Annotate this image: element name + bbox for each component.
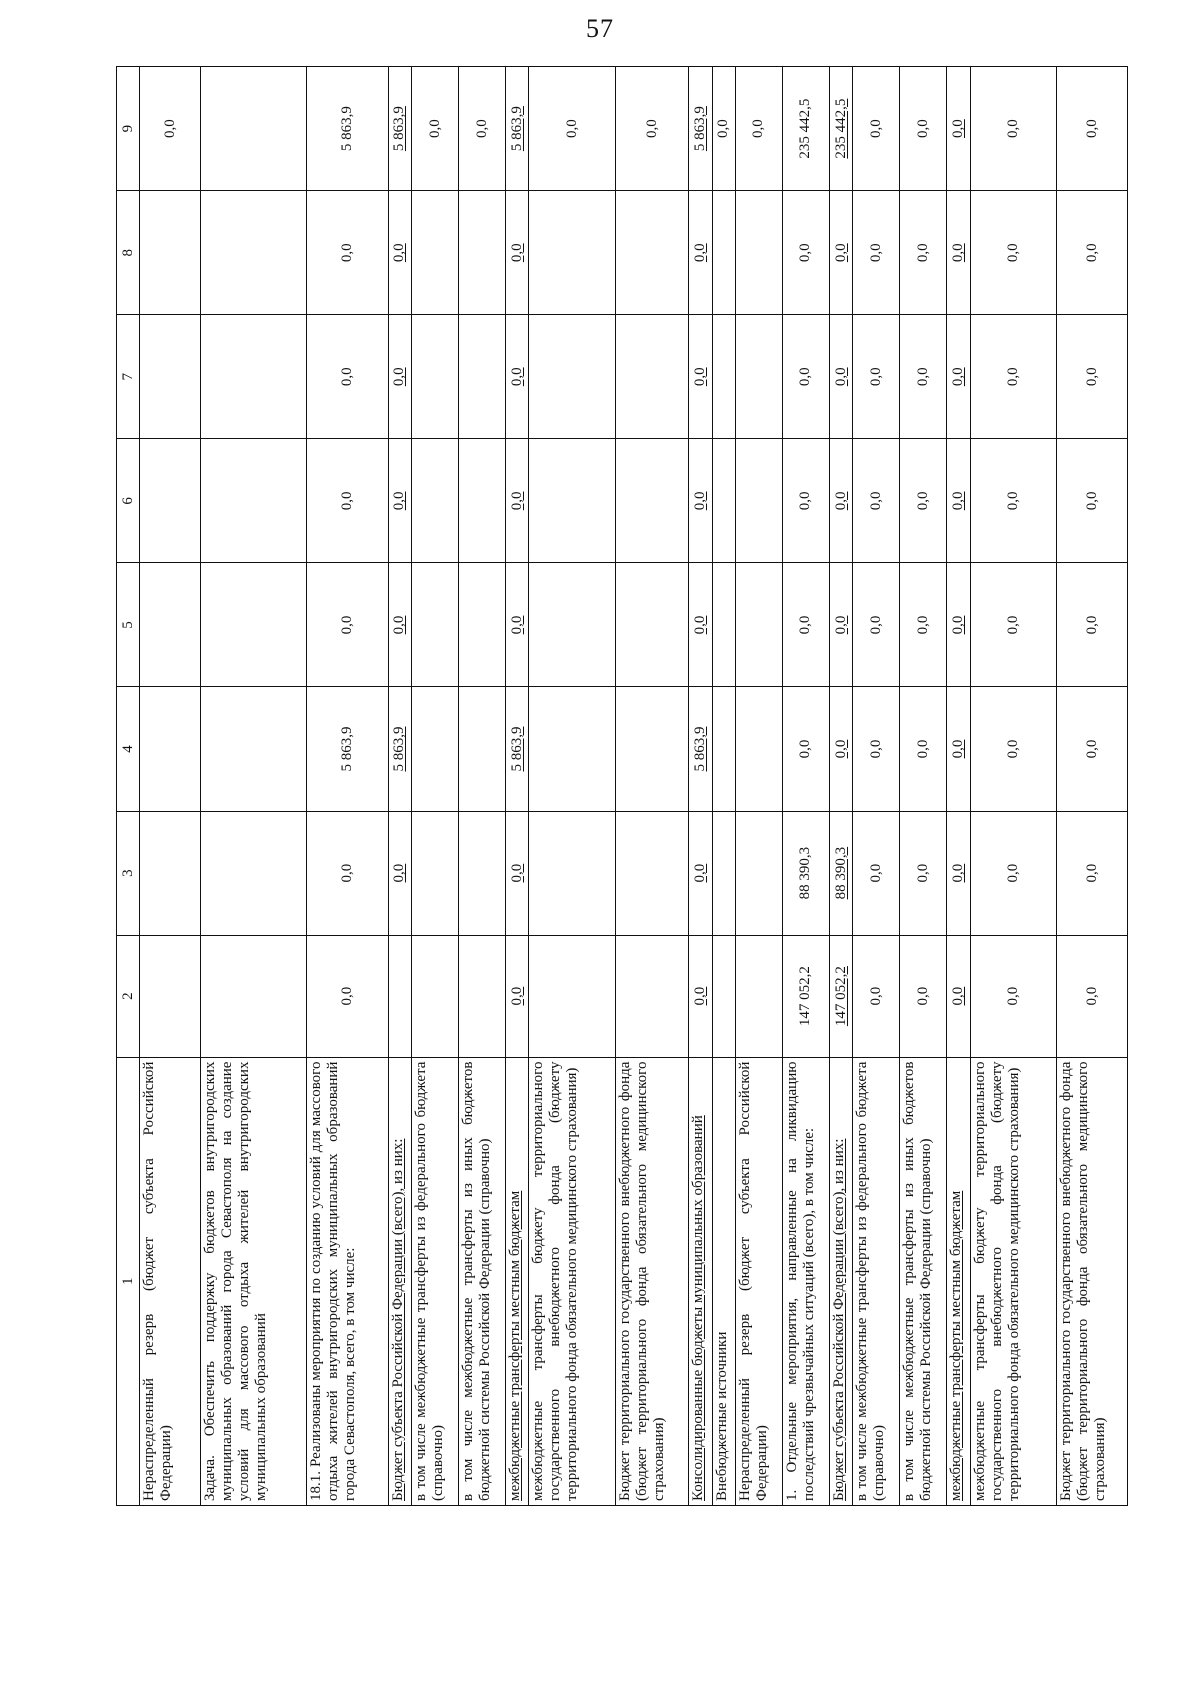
cell-value-text: 0,0: [1004, 615, 1021, 635]
cell-value-text: 0,0: [914, 243, 931, 263]
table-row: [616, 67, 689, 1506]
cell-value: [412, 67, 459, 191]
cell-value-text: 0,0: [867, 119, 884, 138]
cell-value: [388, 811, 411, 935]
cell-value: [616, 191, 689, 315]
cell-value-text: 0,0: [691, 863, 708, 883]
cell-value-text: 0,0: [1083, 863, 1100, 883]
budget-table: [116, 66, 1128, 1506]
cell-value-text: 0,0: [750, 119, 767, 138]
cell-value: [529, 315, 616, 439]
cell-value: [616, 563, 689, 687]
cell-value: [853, 315, 900, 439]
cell-value: [735, 935, 782, 1057]
cell-value: [306, 811, 388, 935]
cell-value: [616, 67, 689, 191]
row-label: в том числе межбюджетные трансферты из иных бюджетов бюджетной системы Российской Федерации (справочно): [459, 1057, 506, 1505]
cell-value-text: 0,0: [867, 863, 884, 883]
table-row: [712, 67, 735, 1506]
cell-value: [1057, 563, 1128, 687]
cell-value: [970, 315, 1057, 439]
table-row: [900, 67, 947, 1506]
cell-value: [529, 67, 616, 191]
table-row: [853, 67, 900, 1506]
cell-value: [947, 563, 970, 687]
cell-value: [900, 67, 947, 191]
cell-value: [140, 687, 201, 811]
cell-value: [689, 687, 712, 811]
cell-value: [1057, 687, 1128, 811]
cell-value-text: 0,0: [508, 243, 525, 263]
cell-value-text: 0,0: [1083, 739, 1100, 759]
cell-value-text: 0,0: [914, 119, 931, 138]
cell-value: [689, 67, 712, 191]
cell-value: [412, 439, 459, 563]
cell-value-text: 0,0: [832, 243, 849, 263]
cell-value: [1057, 811, 1128, 935]
table-row: [306, 67, 388, 1506]
cell-value: [306, 439, 388, 563]
cell-value-text: 0,0: [338, 863, 355, 883]
row-label: межбюджетные трансферты местным бюджетам: [506, 1057, 529, 1505]
cell-value: [201, 687, 307, 811]
cell-value: [140, 67, 201, 191]
page-number: 57: [586, 14, 614, 43]
table-row: [140, 67, 201, 1506]
cell-value-text: 0,0: [949, 739, 966, 759]
cell-value: [412, 687, 459, 811]
cell-value-text: 0,0: [797, 615, 814, 635]
cell-value-text: 0,0: [691, 243, 708, 263]
cell-value-text: 0,0: [1004, 243, 1021, 263]
row-label: в том числе межбюджетные трансферты из иных бюджетов бюджетной системы Российской Федерации (справочно): [900, 1057, 947, 1505]
cell-value-text: 0,0: [391, 863, 408, 883]
cell-value: [529, 439, 616, 563]
cell-value-text: 0,0: [867, 491, 884, 511]
cell-value: [947, 315, 970, 439]
row-label: в том числе межбюджетные трансферты из федерального бюджета (справочно): [853, 1057, 900, 1505]
cell-value: [712, 67, 735, 191]
cell-value: [900, 315, 947, 439]
cell-value-text: 0,0: [508, 491, 525, 511]
cell-value: [1057, 439, 1128, 563]
cell-value: [459, 315, 506, 439]
cell-value-text: 5 863,9: [338, 106, 355, 152]
cell-value: [459, 935, 506, 1057]
cell-value: [388, 935, 411, 1057]
cell-value: [853, 935, 900, 1057]
cell-value-text: 0,0: [914, 863, 931, 883]
cell-value: [529, 563, 616, 687]
cell-value-text: 5 863,9: [691, 106, 708, 152]
cell-value: [506, 935, 529, 1057]
cell-value-text: 0,0: [949, 119, 966, 138]
cell-value: [140, 563, 201, 687]
cell-value: [900, 687, 947, 811]
table-row: [689, 67, 712, 1506]
cell-value-text: 0,0: [914, 986, 931, 1006]
cell-value-text: 5 863,9: [391, 106, 408, 152]
cell-value: [506, 811, 529, 935]
row-label: 1. Отдельные мероприятия, направленные на ликвидацию последствий чрезвычайных ситуаций (всего), в том числе:: [782, 1057, 829, 1505]
table-row: [459, 67, 506, 1506]
table-row: [735, 67, 782, 1506]
cell-value: [782, 191, 829, 315]
cell-value: [529, 811, 616, 935]
cell-value: [853, 811, 900, 935]
cell-value: [782, 935, 829, 1057]
cell-value-text: 0,0: [797, 739, 814, 759]
cell-value-text: 0,0: [691, 367, 708, 387]
cell-value: [900, 935, 947, 1057]
cell-value-text: 5 863,9: [691, 726, 708, 772]
column-header: 2: [117, 935, 140, 1057]
table-row: [829, 67, 852, 1506]
cell-value-text: 0,0: [867, 367, 884, 387]
table-row: [506, 67, 529, 1506]
cell-value: [689, 315, 712, 439]
cell-value-text: 5 863,9: [508, 106, 525, 152]
cell-value: [201, 811, 307, 935]
cell-value-text: 0,0: [949, 863, 966, 883]
cell-value: [829, 191, 852, 315]
cell-value-text: 235 442,5: [832, 98, 849, 159]
table-row: [412, 67, 459, 1506]
cell-value-text: 0,0: [832, 367, 849, 387]
cell-value-text: 0,0: [867, 739, 884, 759]
cell-value-text: 0,0: [949, 986, 966, 1006]
cell-value: [201, 67, 307, 191]
cell-value-text: 5 863,9: [338, 726, 355, 772]
cell-value-text: 0,0: [1083, 367, 1100, 387]
column-header: 5: [117, 563, 140, 687]
cell-value: [900, 563, 947, 687]
cell-value: [459, 811, 506, 935]
column-header: 3: [117, 811, 140, 935]
cell-value: [829, 67, 852, 191]
cell-value: [459, 563, 506, 687]
cell-value-text: 5 863,9: [391, 726, 408, 772]
cell-value-text: 0,0: [691, 986, 708, 1006]
cell-value: [853, 439, 900, 563]
cell-value: [459, 687, 506, 811]
cell-value-text: 0,0: [1004, 863, 1021, 883]
cell-value: [412, 563, 459, 687]
cell-value: [970, 563, 1057, 687]
cell-value: [616, 687, 689, 811]
table-row: [782, 67, 829, 1506]
cell-value: [970, 687, 1057, 811]
cell-value: [735, 439, 782, 563]
cell-value-text: 0,0: [797, 367, 814, 387]
cell-value: [689, 811, 712, 935]
cell-value: [970, 67, 1057, 191]
cell-value: [829, 315, 852, 439]
cell-value-text: 0,0: [1004, 367, 1021, 387]
cell-value-text: 147 052,2: [832, 966, 849, 1027]
cell-value-text: 0,0: [1004, 986, 1021, 1006]
cell-value: [459, 439, 506, 563]
cell-value: [459, 191, 506, 315]
row-label: Консолидированные бюджеты муниципальных образований: [689, 1057, 712, 1505]
column-header: 6: [117, 439, 140, 563]
cell-value: [459, 67, 506, 191]
cell-value-text: 0,0: [832, 491, 849, 511]
cell-value: [306, 315, 388, 439]
table-row: [388, 67, 411, 1506]
column-header: 4: [117, 687, 140, 811]
cell-value: [947, 191, 970, 315]
row-label: межбюджетные трансферты бюджету территориального государственного внебюджетного фонда (бюджету территориального фонда обязательного медицинского страхования): [529, 1057, 616, 1505]
table-row: [201, 67, 307, 1506]
cell-value-text: 0,0: [391, 491, 408, 511]
cell-value: [900, 191, 947, 315]
column-header: 7: [117, 315, 140, 439]
cell-value: [853, 191, 900, 315]
cell-value-text: 0,0: [832, 615, 849, 635]
cell-value: [712, 439, 735, 563]
cell-value: [616, 935, 689, 1057]
cell-value: [712, 315, 735, 439]
row-label: Бюджет субъекта Российской Федерации (всего), из них:: [388, 1057, 411, 1505]
column-header: 9: [117, 67, 140, 191]
cell-value: [140, 191, 201, 315]
cell-value-text: 0,0: [426, 119, 443, 138]
cell-value: [782, 687, 829, 811]
cell-value-text: 0,0: [1083, 491, 1100, 511]
cell-value: [689, 563, 712, 687]
cell-value-text: 0,0: [473, 119, 490, 138]
row-label: Бюджет территориального государственного внебюджетного фонда (бюджет территориального фонда обязательного медицинского страхования): [1057, 1057, 1128, 1505]
row-label: Задача. Обеспечить поддержку бюджетов внутригородских муниципальных образований города Севастополя на создание условий для массового отдыха жителей внутригородских муниципальных образований: [201, 1057, 307, 1505]
row-label: Бюджет территориального государственного внебюджетного фонда (бюджет территориального фонда обязательного медицинского страхования): [616, 1057, 689, 1505]
cell-value: [388, 563, 411, 687]
cell-value: [388, 67, 411, 191]
cell-value: [829, 811, 852, 935]
row-label: Внебюджетные источники: [712, 1057, 735, 1505]
cell-value-text: 0,0: [914, 491, 931, 511]
cell-value-text: 0,0: [914, 367, 931, 387]
cell-value: [412, 315, 459, 439]
cell-value-text: 0,0: [949, 367, 966, 387]
cell-value-text: 0,0: [338, 243, 355, 263]
cell-value: [735, 315, 782, 439]
row-label: Бюджет субъекта Российской Федерации (всего), из них:: [829, 1057, 852, 1505]
cell-value: [712, 687, 735, 811]
cell-value: [529, 935, 616, 1057]
cell-value: [306, 935, 388, 1057]
cell-value: [689, 439, 712, 563]
cell-value: [782, 315, 829, 439]
cell-value: [947, 67, 970, 191]
cell-value: [201, 315, 307, 439]
cell-value-text: 88 390,3: [797, 846, 814, 900]
cell-value-text: 0,0: [508, 615, 525, 635]
cell-value-text: 0,0: [914, 739, 931, 759]
cell-value-text: 0,0: [391, 243, 408, 263]
cell-value-text: 0,0: [1004, 491, 1021, 511]
cell-value-text: 235 442,5: [797, 98, 814, 159]
row-label: Нераспределенный резерв (бюджет субъекта Российской Федерации): [140, 1057, 201, 1505]
row-label: Нераспределенный резерв (бюджет субъекта Российской Федерации): [735, 1057, 782, 1505]
cell-value: [970, 191, 1057, 315]
cell-value: [506, 315, 529, 439]
cell-value: [140, 439, 201, 563]
cell-value: [1057, 315, 1128, 439]
cell-value: [947, 935, 970, 1057]
row-label: межбюджетные трансферты бюджету территориального государственного внебюджетного фонда (бюджету территориального фонда обязательного медицинского страхования): [970, 1057, 1057, 1505]
cell-value-text: 0,0: [508, 986, 525, 1006]
cell-value-text: 0,0: [338, 615, 355, 635]
table-body: [140, 67, 1128, 1506]
cell-value: [506, 439, 529, 563]
cell-value: [529, 687, 616, 811]
cell-value: [829, 935, 852, 1057]
cell-value: [782, 439, 829, 563]
cell-value: [616, 315, 689, 439]
cell-value-text: 0,0: [391, 367, 408, 387]
cell-value-text: 0,0: [949, 491, 966, 511]
cell-value: [412, 811, 459, 935]
column-number-row: [117, 67, 140, 1506]
table-row: [1057, 67, 1128, 1506]
cell-value-text: 0,0: [949, 243, 966, 263]
cell-value: [712, 811, 735, 935]
cell-value: [506, 687, 529, 811]
cell-value: [782, 811, 829, 935]
cell-value-text: 5 863,9: [508, 726, 525, 772]
cell-value-text: 0,0: [949, 615, 966, 635]
cell-value-text: 88 390,3: [832, 846, 849, 900]
cell-value: [201, 935, 307, 1057]
cell-value-text: 0,0: [691, 491, 708, 511]
table-row: [947, 67, 970, 1506]
cell-value: [388, 687, 411, 811]
cell-value: [712, 935, 735, 1057]
cell-value: [506, 563, 529, 687]
cell-value-text: 0,0: [391, 615, 408, 635]
cell-value-text: 0,0: [338, 491, 355, 511]
cell-value-text: 0,0: [643, 119, 660, 138]
cell-value: [412, 935, 459, 1057]
cell-value: [735, 191, 782, 315]
cell-value-text: 0,0: [1083, 243, 1100, 263]
cell-value: [853, 67, 900, 191]
cell-value-text: 0,0: [797, 491, 814, 511]
cell-value-text: 0,0: [867, 615, 884, 635]
cell-value: [735, 563, 782, 687]
cell-value: [306, 67, 388, 191]
cell-value: [782, 67, 829, 191]
cell-value: [529, 191, 616, 315]
cell-value: [616, 811, 689, 935]
cell-value-text: 0,0: [797, 243, 814, 263]
cell-value: [900, 811, 947, 935]
cell-value: [853, 563, 900, 687]
cell-value-text: 0,0: [161, 119, 178, 138]
cell-value-text: 0,0: [563, 119, 580, 138]
cell-value: [735, 67, 782, 191]
row-label: межбюджетные трансферты местным бюджетам: [947, 1057, 970, 1505]
cell-value: [1057, 67, 1128, 191]
cell-value-text: 0,0: [1083, 986, 1100, 1006]
cell-value: [306, 563, 388, 687]
table-row: [529, 67, 616, 1506]
cell-value: [970, 811, 1057, 935]
cell-value-text: 0,0: [832, 739, 849, 759]
cell-value: [201, 191, 307, 315]
cell-value: [306, 687, 388, 811]
cell-value-text: 147 052,2: [797, 966, 814, 1027]
cell-value: [412, 191, 459, 315]
cell-value: [506, 191, 529, 315]
cell-value: [947, 439, 970, 563]
cell-value: [970, 935, 1057, 1057]
cell-value: [853, 687, 900, 811]
cell-value: [829, 439, 852, 563]
cell-value: [947, 811, 970, 935]
cell-value: [829, 563, 852, 687]
column-header: 8: [117, 191, 140, 315]
cell-value: [506, 67, 529, 191]
cell-value-text: 0,0: [715, 119, 732, 138]
row-label: 18.1. Реализованы мероприятия по созданию условий для массового отдыха жителей внутригородских муниципальных образований города Севастополя, всего, в том числе:: [306, 1057, 388, 1505]
rotated-table-wrapper: [116, 66, 1128, 1506]
cell-value-text: 0,0: [1083, 119, 1100, 138]
cell-value: [689, 191, 712, 315]
cell-value: [689, 935, 712, 1057]
cell-value-text: 0,0: [1004, 739, 1021, 759]
cell-value-text: 0,0: [867, 243, 884, 263]
cell-value: [829, 687, 852, 811]
column-header: 1: [117, 1057, 140, 1505]
cell-value-text: 0,0: [338, 367, 355, 387]
cell-value: [947, 687, 970, 811]
cell-value: [735, 687, 782, 811]
cell-value: [140, 935, 201, 1057]
cell-value-text: 0,0: [1083, 615, 1100, 635]
cell-value: [140, 811, 201, 935]
cell-value-text: 0,0: [1004, 119, 1021, 138]
cell-value: [201, 439, 307, 563]
cell-value: [1057, 191, 1128, 315]
cell-value: [1057, 935, 1128, 1057]
cell-value: [970, 439, 1057, 563]
row-label: в том числе межбюджетные трансферты из федерального бюджета (справочно): [412, 1057, 459, 1505]
table-row: [970, 67, 1057, 1506]
cell-value: [900, 439, 947, 563]
cell-value: [201, 563, 307, 687]
cell-value: [712, 563, 735, 687]
cell-value-text: 0,0: [338, 986, 355, 1006]
cell-value: [388, 191, 411, 315]
cell-value: [712, 191, 735, 315]
cell-value: [306, 191, 388, 315]
cell-value: [782, 563, 829, 687]
cell-value-text: 0,0: [691, 615, 708, 635]
cell-value: [140, 315, 201, 439]
cell-value: [388, 439, 411, 563]
cell-value: [388, 315, 411, 439]
cell-value-text: 0,0: [914, 615, 931, 635]
cell-value-text: 0,0: [508, 367, 525, 387]
cell-value-text: 0,0: [508, 863, 525, 883]
cell-value: [616, 439, 689, 563]
cell-value: [735, 811, 782, 935]
cell-value-text: 0,0: [867, 986, 884, 1006]
